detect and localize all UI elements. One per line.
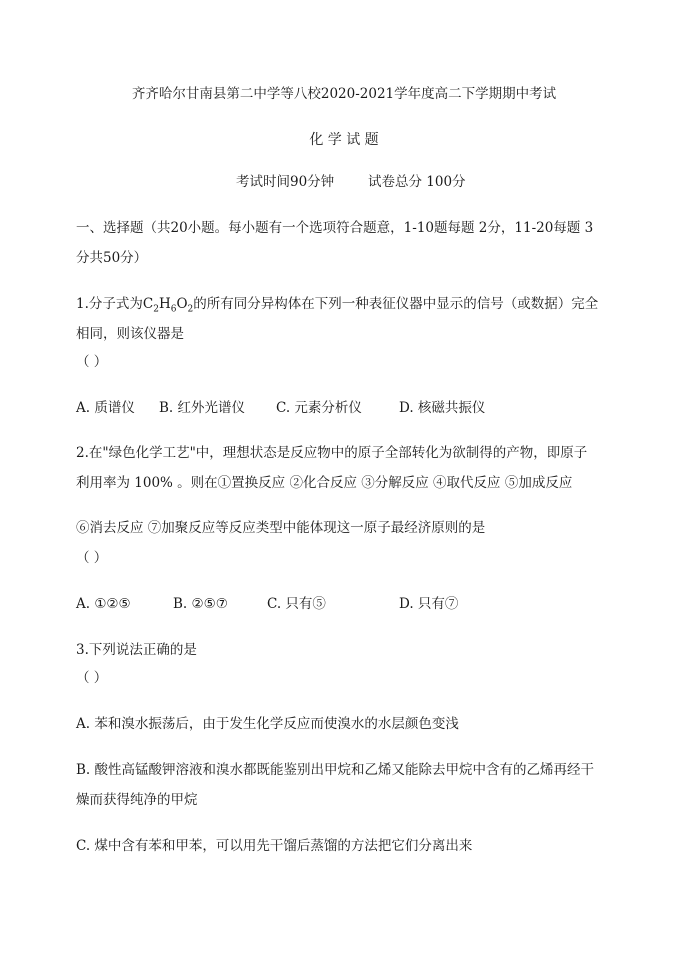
q1-answer-blank: （ ） bbox=[76, 354, 108, 370]
q3-answer-blank: （ ） bbox=[76, 670, 108, 686]
q1-suffix: 的所有同分异构体在下列一种表征仪器中显示的信号（或数据）完全 bbox=[193, 296, 599, 312]
q1-mid-o: O bbox=[176, 296, 188, 312]
q1-option-c: C. 元素分析仪 bbox=[276, 400, 362, 416]
q2-option-b: B. ②⑤⑦ bbox=[173, 596, 228, 612]
q2-stem-line3: ⑥消去反应 ⑦加聚反应等反应类型中能体现这一原子最经济原则的是 bbox=[76, 520, 486, 536]
q2-answer-blank: （ ） bbox=[76, 550, 108, 566]
q2-stem-line2: 利用率为 100% 。则在①置换反应 ②化合反应 ③分解反应 ④取代反应 ⑤加成反应 bbox=[76, 475, 573, 491]
q2-option-d: D. 只有⑦ bbox=[399, 596, 459, 612]
q3-option-a: A. 苯和溴水振荡后，由于发生化学反应而使溴水的水层颜色变浅 bbox=[76, 716, 459, 732]
section-heading-line1: 一、选择题（共20小题。每小题有一个选项符合题意，1-10题每题 2分，11-20每题 3 bbox=[76, 220, 594, 236]
q2-option-a: A. ①②⑤ bbox=[76, 596, 131, 612]
q1-option-b: B. 红外光谱仪 bbox=[159, 400, 246, 416]
q3-stem: 3.下列说法正确的是 bbox=[76, 642, 197, 658]
q3-option-b-line2: 燥而获得纯净的甲烷 bbox=[76, 792, 198, 808]
q3-option-b-line1: B. 酸性高锰酸钾溶液和溴水都既能鉴别出甲烷和乙烯又能除去甲烷中含有的乙烯再经干 bbox=[76, 762, 595, 778]
exam-title: 齐齐哈尔甘南县第二中学等八校2020-2021学年度高二下学期期中考试 bbox=[131, 86, 557, 102]
exam-total-score: 试卷总分 100分 bbox=[368, 174, 466, 190]
q1-option-d: D. 核磁共振仪 bbox=[399, 400, 486, 416]
q1-sub-o: 2 bbox=[187, 304, 194, 315]
q1-stem-line1 bbox=[76, 294, 598, 314]
q1-stem-line2: 相同，则该仪器是 bbox=[76, 326, 184, 342]
q2-stem-line1: 2.在"绿色化学工艺"中，理想状态是反应物中的原子全部转化为欲制得的产物，即原子 bbox=[76, 445, 588, 461]
q1-option-a: A. 质谱仪 bbox=[76, 400, 135, 416]
exam-time: 考试时间90分钟 bbox=[236, 174, 335, 190]
section-heading-line2: 分共50分） bbox=[76, 250, 148, 266]
q1-sub-h: 6 bbox=[170, 304, 177, 315]
q1-prefix: 1.分子式为C bbox=[76, 296, 154, 312]
q1-sub-c: 2 bbox=[153, 304, 159, 315]
q3-option-c: C. 煤中含有苯和甲苯，可以用先干馏后蒸馏的方法把它们分离出来 bbox=[76, 838, 473, 854]
q2-option-c: C. 只有⑤ bbox=[267, 596, 326, 612]
q1-mid-h: H bbox=[158, 296, 171, 312]
subject-title: 化 学 试 题 bbox=[309, 132, 379, 148]
